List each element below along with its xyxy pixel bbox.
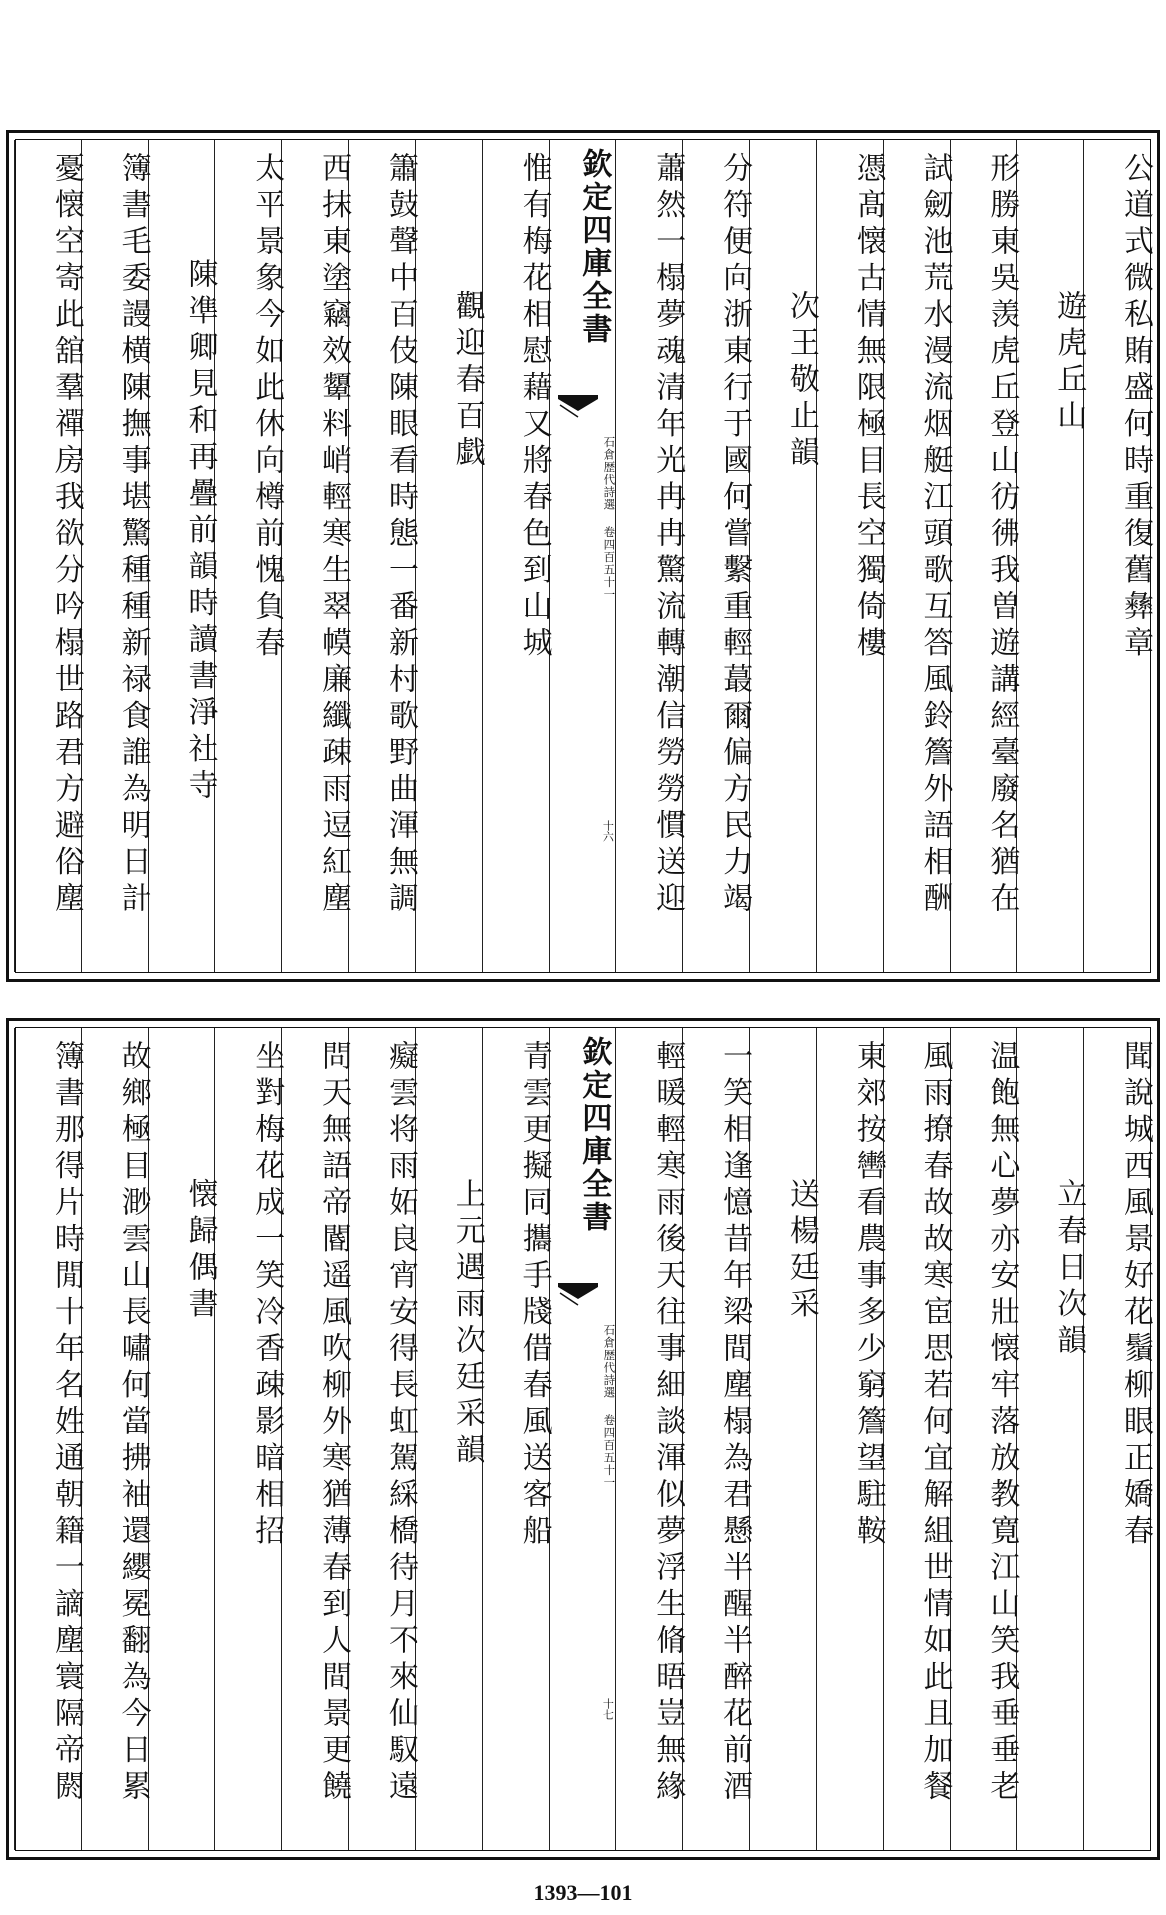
poem-line: 憑髙懐古情無限極目長空獨倚樓: [850, 152, 886, 663]
poem-line: 東郊按轡看農事多少窮簷望駐鞍: [850, 1040, 886, 1551]
poem-text-column: [615, 1028, 686, 1850]
poem-text-column: [81, 1028, 151, 1850]
poem-title-column: [749, 1028, 819, 1850]
poem-line: 聞說城西風景好花鬚柳眼正嬌春: [1118, 1040, 1153, 1551]
poem-title: 上元遇雨次廷采韻: [449, 1178, 485, 1470]
bottom-page-frame: [15, 1027, 1151, 1851]
poem-text-column: [281, 140, 352, 972]
page-number-footer: 1393—101: [533, 1880, 633, 1905]
poem-text-column: [682, 140, 753, 972]
leaf-number: 十七: [601, 1698, 615, 1720]
poem-title-column: [415, 140, 485, 972]
poem-title-column: [148, 140, 218, 972]
poem-text-column: [348, 1028, 418, 1850]
volume-info: 石倉歴代詩選 卷四百五十一: [602, 436, 617, 601]
poem-text-column: [14, 1028, 84, 1850]
poem-line: 青雲更擬同攜手牋借春風送客船: [516, 1040, 552, 1551]
poem-line: 憂懐空寄此舘羣禪房我欲分吟榻世路君方避俗塵: [48, 152, 84, 919]
poem-title: 次王敬止韻: [783, 290, 819, 473]
book-title: 欽定四庫全書: [576, 1036, 612, 1234]
poem-title-column: [148, 1028, 218, 1850]
poem-line: 故鄉極目渺雲山長嘯何當拂袖還纓冕翻為今日累: [115, 1040, 151, 1807]
poem-title: 陳凖卿見和再疊前韻時讀書淨社寺: [182, 258, 218, 806]
poem-line: 坐對梅花成一笑冷香疎影暗相招: [249, 1040, 285, 1551]
poem-line: 温飽無心夢亦安壯懐牢落放教寛江山笑我垂垂老: [984, 1040, 1020, 1807]
poem-title: 懐歸偶書: [182, 1178, 218, 1324]
poem-text-column: [81, 140, 151, 972]
poem-text-column: [816, 140, 886, 972]
poem-line: 癡雲将雨妬良宵安得長虹駕綵橋待月不來仙馭遠: [382, 1040, 418, 1807]
poem-title: 立春日次韻: [1051, 1178, 1087, 1361]
poem-line: 輕暖輕寒雨後天往事細談渾似夢浮生脩晤豈無緣: [650, 1040, 686, 1807]
volume-info: 石倉歴代詩選 卷四百五十一: [602, 1324, 617, 1489]
poem-text-column: [482, 1028, 552, 1850]
fishtail-mark-icon: [558, 1283, 598, 1309]
leaf-number: 十六: [601, 820, 615, 842]
top-page: [6, 130, 1160, 982]
poem-text-column: [615, 140, 686, 972]
top-page-frame: [15, 139, 1151, 973]
poem-text-column: [482, 140, 552, 972]
poem-text-column: [1083, 140, 1153, 972]
poem-line: 試劒池荒水漫流烟艇江頭歌互答風鈴簷外語相酬: [917, 152, 953, 919]
poem-title-column: [1016, 140, 1087, 972]
poem-title-column: [415, 1028, 485, 1850]
poem-title: 遊虎丘山: [1051, 290, 1087, 436]
poem-line: 簫鼓聲中百伎陳眼看時態一番新村歌野曲渾無調: [382, 152, 418, 919]
poem-line: 簿書毛委謾横陳撫事堪驚種種新禄食誰為明日計: [115, 152, 151, 919]
poem-text-column: [883, 1028, 953, 1850]
poem-title: 送楊廷采: [783, 1178, 819, 1324]
poem-text-column: [950, 140, 1020, 972]
poem-line: 問天無語帝閽遥風吹柳外寒猶薄春到人間景更饒: [316, 1040, 352, 1807]
poem-text-column: [883, 140, 953, 972]
bottom-page: [6, 1018, 1160, 1860]
fishtail-mark-icon: [558, 395, 598, 421]
poem-text-column: [348, 140, 418, 972]
poem-line: 公道式微私賄盛何時重復舊彝章: [1118, 152, 1153, 663]
poem-line: 一笑相逢憶昔年梁間塵榻為君懸半醒半醉花前酒: [717, 1040, 753, 1807]
poem-line: 簿書那得片時閒十年名姓通朝籍一謫塵寰隔帝閼: [48, 1040, 84, 1807]
poem-text-column: [682, 1028, 753, 1850]
poem-text-column: [214, 1028, 285, 1850]
poem-line: 惟有梅花相慰藉又將春色到山城: [516, 152, 552, 663]
poem-text-column: [214, 140, 285, 972]
poem-line: 形勝東吳羡虎丘登山彷彿我曽遊講經臺廢名猶在: [984, 152, 1020, 919]
poem-title: 觀迎春百戯: [449, 290, 485, 473]
poem-title-column: [749, 140, 819, 972]
poem-title-column: [1016, 1028, 1087, 1850]
poem-text-column: [816, 1028, 886, 1850]
book-title: 欽定四庫全書: [576, 148, 612, 346]
spine-column: [549, 140, 616, 972]
poem-line: 西抹東塗竊效顰料峭輕寒生翠幙廉纖疎雨逗紅塵: [316, 152, 352, 919]
poem-text-column: [281, 1028, 352, 1850]
poem-text-column: [950, 1028, 1020, 1850]
spine-column: [549, 1028, 616, 1850]
poem-line: 太平景象今如此休向樽前愧負春: [249, 152, 285, 663]
poem-text-column: [14, 140, 84, 972]
poem-line: 蕭然一榻夢魂清年光冉冉驚流轉潮信勞勞慣送迎: [650, 152, 686, 919]
poem-text-column: [1083, 1028, 1153, 1850]
poem-line: 風雨撩春故故寒宦思若何宜解組世情如此且加餐: [917, 1040, 953, 1807]
poem-line: 分符便向浙東行于國何嘗繫重輕蕞爾偏方民力竭: [717, 152, 753, 919]
